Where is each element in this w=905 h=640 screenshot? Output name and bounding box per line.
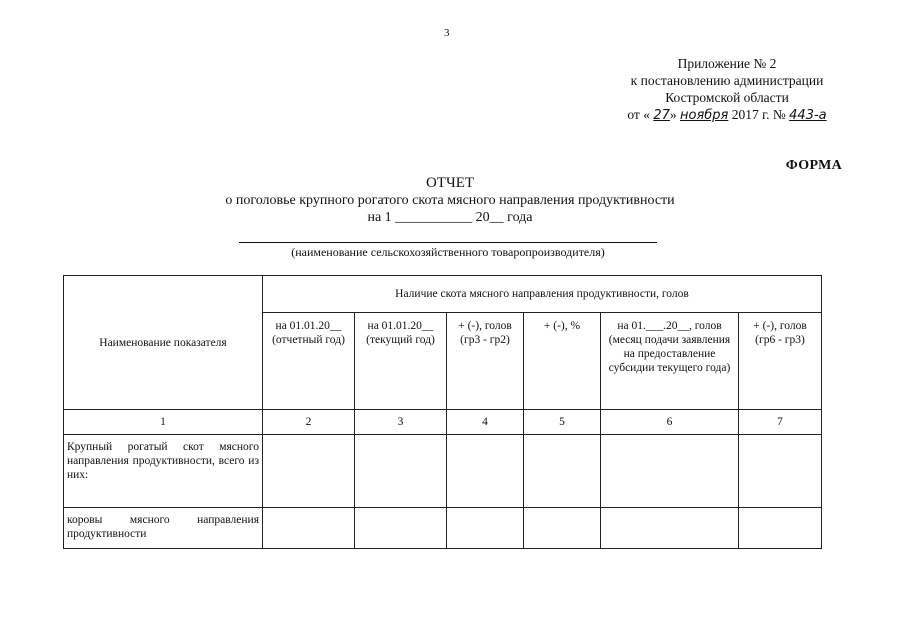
producer-name-line (239, 242, 657, 243)
data-cell[interactable] (601, 508, 739, 549)
data-cell[interactable] (739, 508, 822, 549)
column-number: 5 (524, 410, 601, 435)
column-number: 3 (355, 410, 447, 435)
page-number: 3 (444, 27, 450, 39)
report-subtitle: о поголовье крупного рогатого скота мясного направления продуктивности (225, 193, 675, 208)
report-title-block (150, 175, 750, 226)
column-header: + (-), % (524, 313, 601, 410)
appendix-title: Приложение № 2 (677, 56, 777, 71)
data-cell[interactable] (739, 435, 822, 508)
column-number: 6 (601, 410, 739, 435)
date-mid: » (669, 107, 677, 122)
column-number: 1 (64, 410, 263, 435)
column-header: на 01.01.20__ (отчетный год) (263, 313, 355, 410)
column-header: на 01.01.20__ (текущий год) (355, 313, 447, 410)
appendix-date-line (597, 106, 857, 124)
table-row (64, 435, 822, 508)
row-label-cows: коровы мясного направления продуктивности (64, 508, 263, 549)
date-prefix: от « (627, 107, 650, 122)
report-title: ОТЧЕТ (425, 175, 475, 191)
column-header: + (-), голов (гр6 - гр3) (739, 313, 822, 410)
data-cell[interactable] (355, 435, 447, 508)
data-cell[interactable] (524, 508, 601, 549)
date-day: 27 (653, 108, 670, 123)
appendix-header (597, 55, 857, 124)
date-month: ноября (680, 108, 729, 123)
data-cell[interactable] (524, 435, 601, 508)
column-header: на 01.___.20__, голов (месяц подачи заявления на предоставление субсидии текущего года) (601, 313, 739, 410)
column-header: + (-), голов (гр3 - гр2) (447, 313, 524, 410)
column-number: 4 (447, 410, 524, 435)
data-cell[interactable] (263, 435, 355, 508)
column-number: 7 (739, 410, 822, 435)
doc-number: 443-а (789, 108, 827, 123)
data-cell[interactable] (355, 508, 447, 549)
report-date-line: на 1 ___________ 20__ года (367, 210, 533, 225)
form-label: ФОРМА (785, 158, 842, 173)
group-header-cell: Наличие скота мясного направления продуктивности, голов (263, 276, 822, 313)
column-number-row (64, 410, 822, 435)
date-year: 2017 г. № (731, 107, 786, 122)
table-row (64, 508, 822, 549)
row-label-cattle-total: Крупный рогатый скот мясного направления продуктивности, всего из них: (64, 435, 263, 508)
report-table (63, 275, 822, 549)
producer-caption: (наименование сельскохозяйственного товаропроизводителя) (291, 245, 605, 259)
appendix-decree: к постановлению администрации (630, 73, 824, 88)
data-cell[interactable] (263, 508, 355, 549)
data-cell[interactable] (447, 508, 524, 549)
column-number: 2 (263, 410, 355, 435)
data-cell[interactable] (601, 435, 739, 508)
row-header-cell: Наименование показателя (64, 276, 263, 410)
data-cell[interactable] (447, 435, 524, 508)
appendix-region: Костромской области (665, 90, 789, 105)
